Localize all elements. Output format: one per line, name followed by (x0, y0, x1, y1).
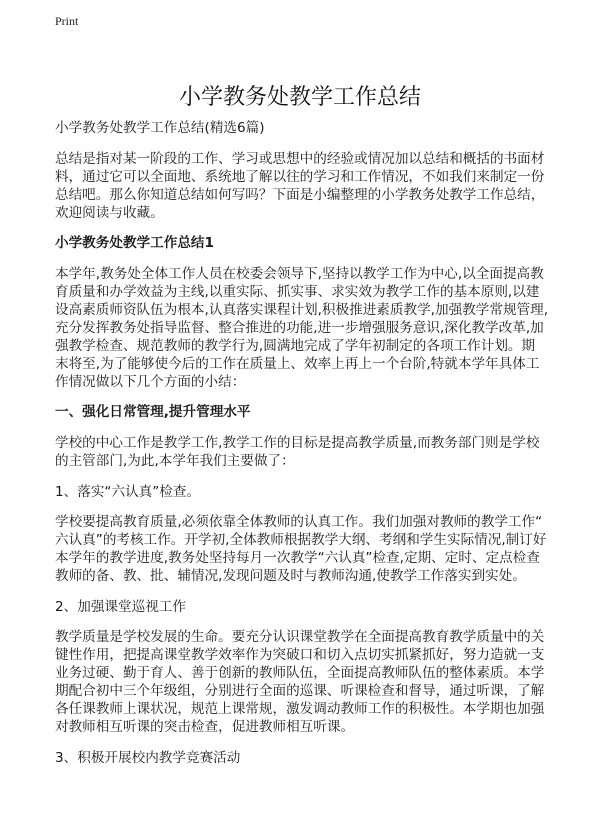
text-line: 充分发挥教务处指导监督、整合推进的功能,进一步增强服务意识,深化教学改革,加 (55, 319, 544, 336)
text-line: 本学年的教学进度,教务处坚持每月一次教学“六认真”检查,定期、定时、定点检查 (55, 550, 540, 567)
text-line: 期配合初中三个年级组，分别进行全面的巡课、听课检查和督导，通过听课，了解 (55, 683, 545, 700)
text-line: 料，通过它可以全面地、系统地了解以往的学习和工作情况，不如我们来制定一份 (55, 168, 545, 185)
text-line: 作情况做以下几个方面的小结： (55, 373, 246, 390)
text-line: 六认真”的考核工作。开学初,全体教师根据教学大纲、考纲和学生实际情况,制订好 (55, 532, 547, 549)
text-line: 1、落实“六认真”检查。 (55, 483, 201, 500)
text-line: 学校要提高教育质量,必须依靠全体教师的认真工作。我们加强对教师的教学工作“ (55, 514, 543, 531)
document-body (55, 119, 555, 780)
paragraph (55, 150, 555, 222)
print-link[interactable]: Print (55, 14, 79, 28)
document-title: 小学教务处教学工作总结 (178, 85, 421, 110)
text-line: 2、加强课堂巡视工作 (55, 598, 186, 615)
text-line: 的主管部门,为此,本学年我们主要做了： (55, 452, 295, 469)
text-line: 业务过硬、勤于育人、善于创新的教师队伍，全面提高教师队伍的整体素质。本学 (55, 665, 545, 682)
text-line: 对教师相互听课的突击检查，促进教师相互听课。 (55, 719, 355, 736)
text-line: 小学教务处教学工作总结(精选6篇) (55, 120, 265, 136)
section-heading (55, 403, 555, 421)
paragraph (55, 434, 555, 470)
section-heading (55, 234, 555, 252)
text-line: 小学教务处教学工作总结1 (55, 235, 214, 252)
paragraph (55, 749, 555, 767)
paragraph (55, 513, 555, 585)
text-line: 本学年,教务处全体工作人员在校委会领导下,坚持以教学工作为中心,以全面提高教 (55, 265, 544, 282)
text-line: 教师的备、教、批、辅情况,发现问题及时与教师沟通,使教学工作落实到实处。 (55, 568, 526, 585)
paragraph (55, 119, 555, 137)
text-line: 各任课教师上课状况，规范上课常规，激发调动教师工作的积极性。本学期也加强 (55, 701, 545, 718)
text-line: 总结吧。那么你知道总结如何写吗？下面是小编整理的小学教务处教学工作总结， (55, 186, 545, 203)
text-line: 欢迎阅读与收藏。 (55, 204, 164, 221)
text-line: 教学质量是学校发展的生命。要充分认识课堂教学在全面提高教育教学质量中的关 (55, 629, 545, 646)
text-line: 育质量和办学效益为主线,以重实际、抓实事、求实效为教学工作的基本原则,以建 (55, 283, 540, 300)
text-line: 3、积极开展校内教学竞赛活动 (55, 749, 241, 766)
text-line: 一、强化日常管理,提升管理水平 (55, 404, 251, 421)
paragraph (55, 265, 555, 391)
text-line: 强教学检查、规范教师的教学行为,圆满地完成了学年初制定的各项工作计划。期 (55, 337, 536, 354)
text-line: 总结是指对某一阶段的工作、学习或思想中的经验或情况加以总结和概括的书面材 (55, 150, 545, 167)
text-line: 末将至,为了能够使今后的工作在质量上、效率上再上一个台阶,特就本学年具体工 (55, 355, 540, 372)
paragraph (55, 628, 555, 736)
paragraph (55, 483, 555, 501)
text-line: 学校的中心工作是教学工作,教学工作的目标是提高教学质量,而教务部门则是学校 (55, 434, 540, 451)
text-line: 设高素质师资队伍为根本,认真落实课程计划,积极推进素质教学,加强教学常规管理, (55, 301, 549, 318)
paragraph (55, 598, 555, 616)
text-line: 键性作用，把提高课堂教学效率作为突破口和切入点切实抓紧抓好，努力造就一支 (55, 647, 545, 664)
